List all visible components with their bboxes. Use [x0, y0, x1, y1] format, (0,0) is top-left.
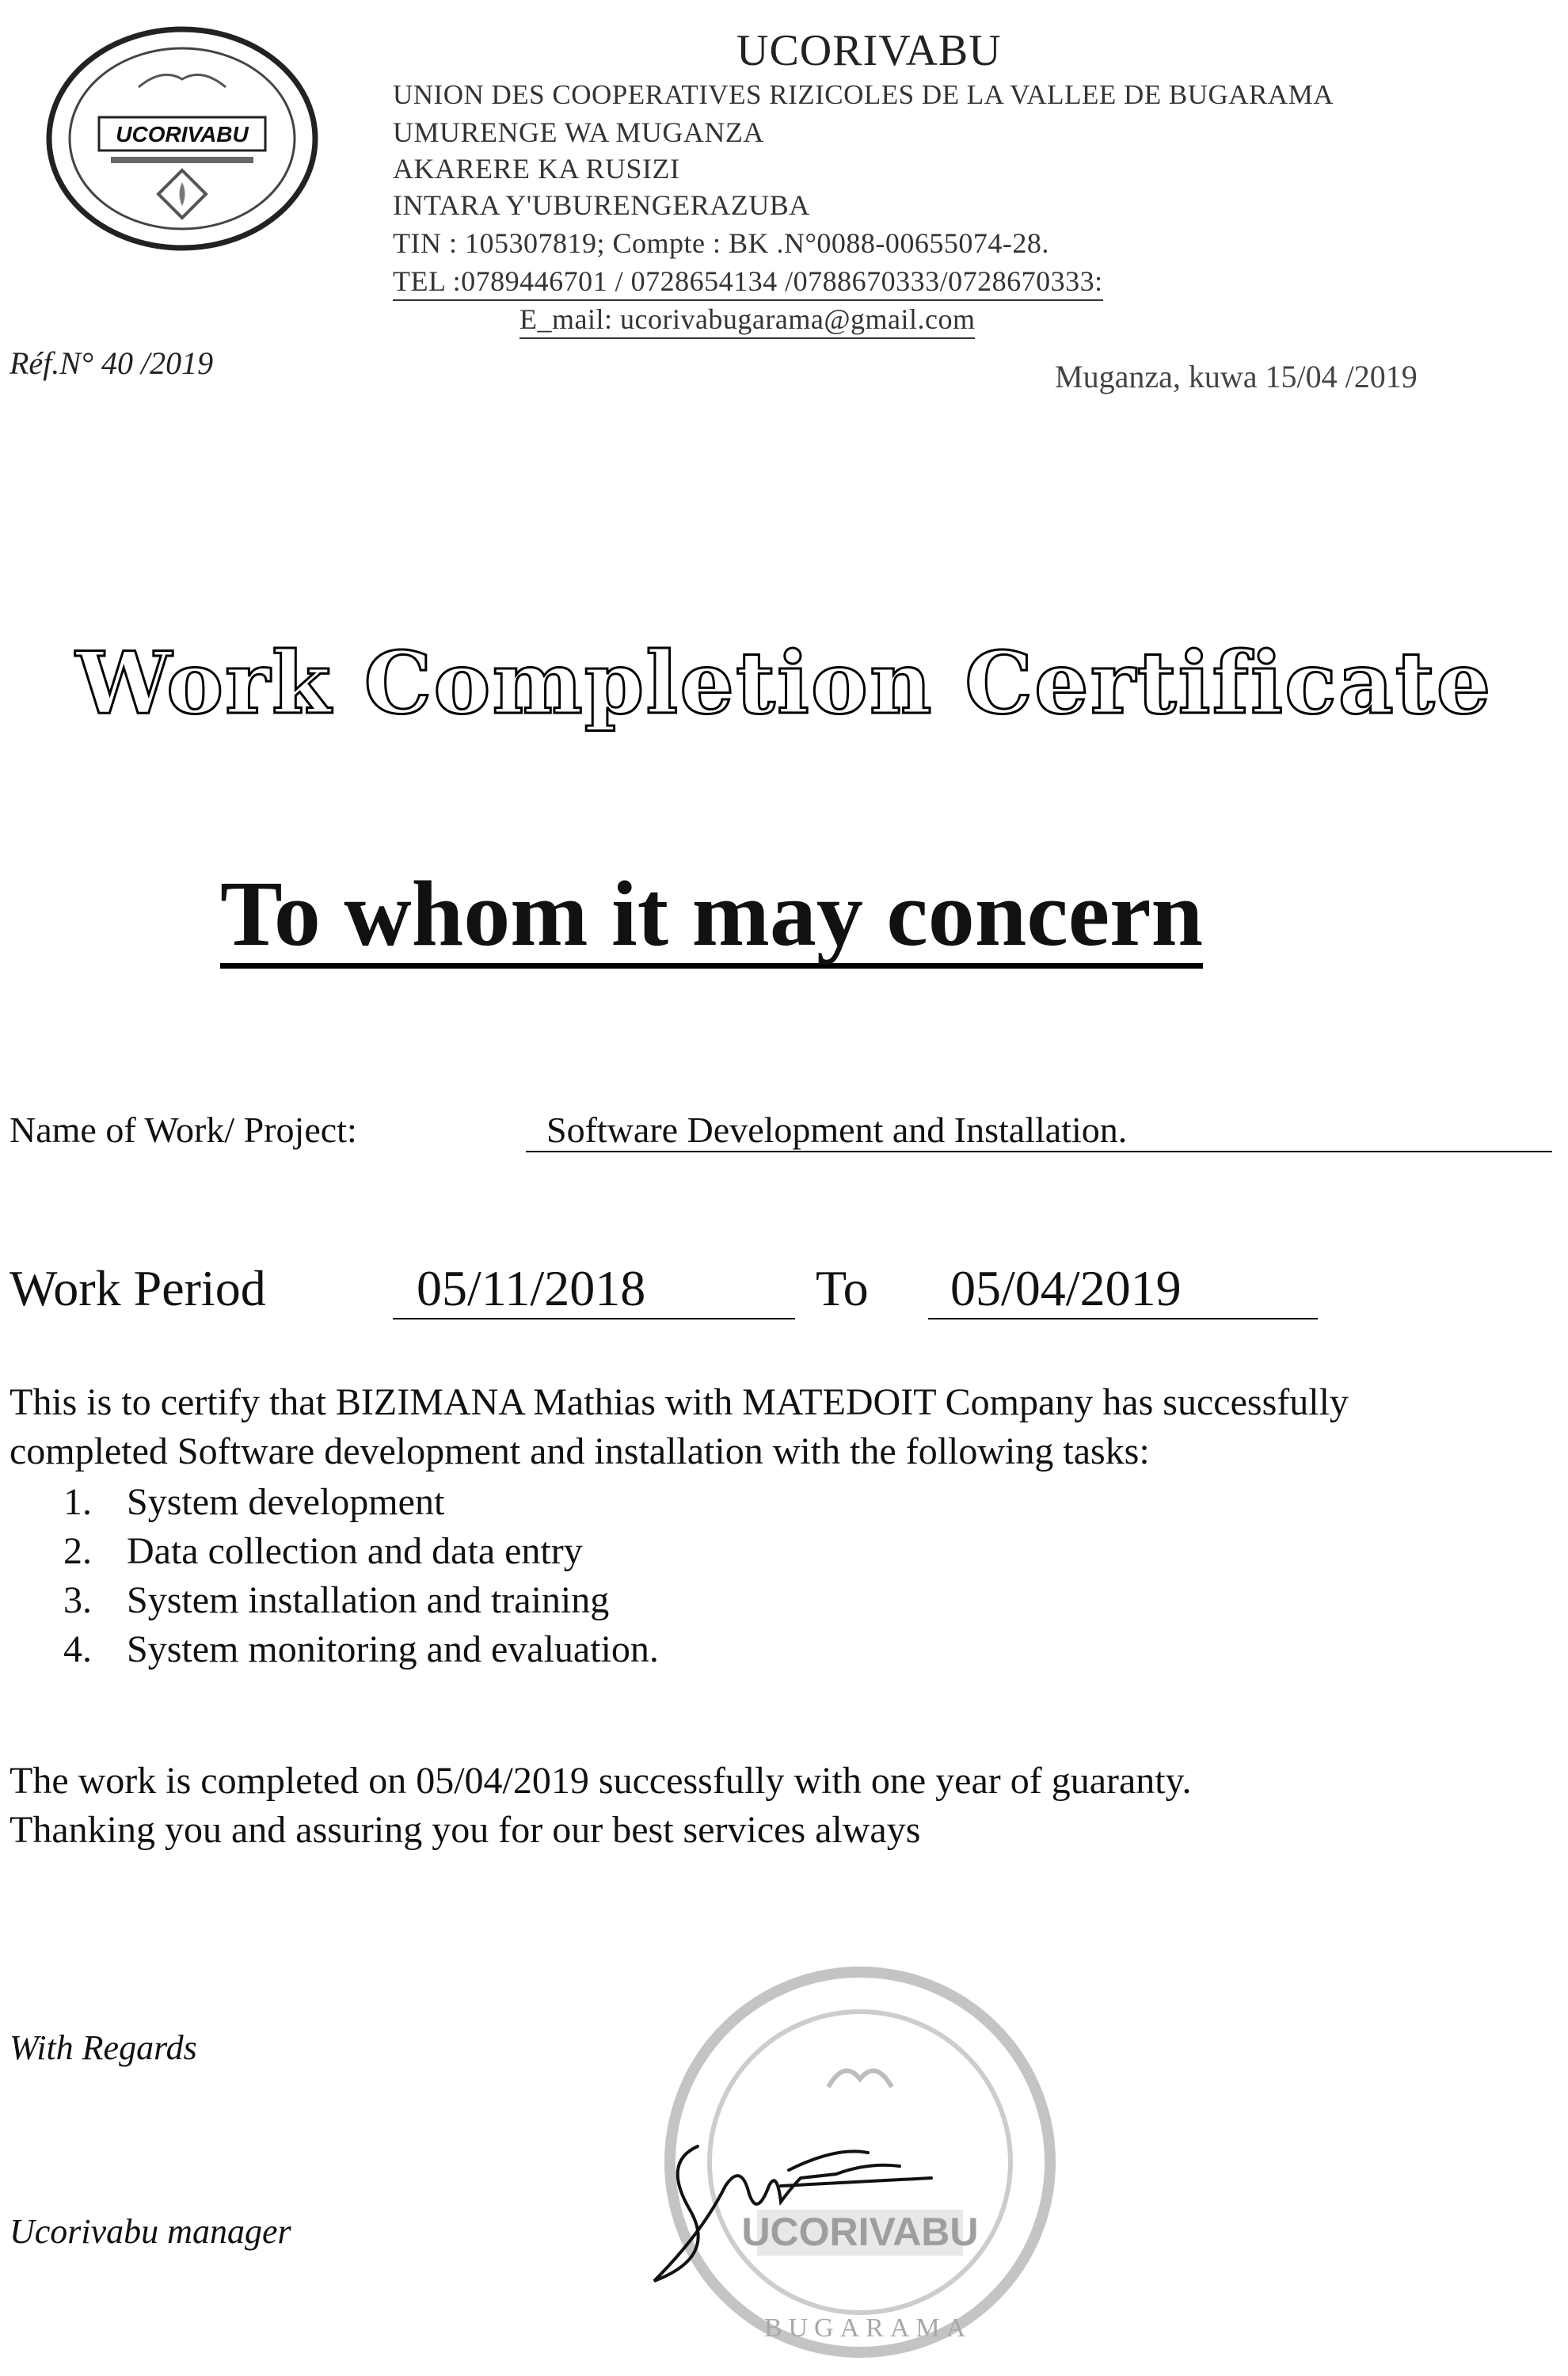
header-line-tin: TIN : 105307819; Compte : BK .N°0088-00655074-28.: [393, 227, 1049, 259]
certification-line: This is to certify that BIZIMANA Mathias with MATEDOIT Company has successfully: [10, 1381, 1349, 1423]
completion-paragraph: [10, 1757, 1192, 1855]
header-line-sector: UMURENGE WA MUGANZA: [393, 116, 764, 148]
task-item: 4. System monitoring and evaluation.: [63, 1628, 659, 1670]
organization-name: UCORIVABU: [736, 26, 1002, 75]
organization-logo-seal: [44, 24, 321, 253]
task-list: [63, 1478, 659, 1674]
closing-regards: With Regards: [10, 2028, 197, 2067]
header-line-phone: TEL :0789446701 / 0728654134 /0788670333/0728670333:: [393, 265, 1103, 301]
work-period-end: 05/04/2019: [928, 1259, 1318, 1319]
project-value: Software Development and Installation.: [526, 1109, 1552, 1152]
work-period-label: Work Period: [10, 1260, 266, 1316]
task-item: 3. System installation and training: [63, 1579, 610, 1621]
stamp-text: UCORIVABU: [741, 2210, 979, 2254]
work-period-to-label: To: [816, 1260, 869, 1316]
signer-title: Ucorivabu manager: [10, 2212, 291, 2251]
project-label: Name of Work/ Project:: [10, 1110, 357, 1150]
task-item: 2. Data collection and data entry: [63, 1530, 583, 1572]
official-stamp: [630, 1948, 1058, 2368]
work-period-start: 05/11/2018: [393, 1259, 795, 1319]
certificate-title: Work Completion Certificate: [75, 634, 1493, 733]
completion-line: Thanking you and assuring you for our best services always: [10, 1809, 921, 1851]
header-line-district: AKARERE KA RUSIZI: [393, 153, 680, 185]
certification-line: completed Software development and installation with the following tasks:: [10, 1430, 1150, 1472]
stamp-bottom-text: BUGARAMA: [763, 2313, 972, 2343]
header-line-email: E_mail: ucorivabugarama@gmail.com: [519, 303, 975, 339]
task-item: 1. System development: [63, 1481, 445, 1523]
certification-paragraph: [10, 1378, 1349, 1476]
place-date: Muganza, kuwa 15/04 /2019: [1055, 359, 1418, 394]
reference-number: Réf.N° 40 /2019: [10, 345, 214, 381]
logo-text: UCORIVABU: [116, 122, 249, 147]
completion-line: The work is completed on 05/04/2019 successfully with one year of guaranty.: [10, 1760, 1192, 1802]
salutation-heading: To whom it may concern: [220, 865, 1203, 969]
header-line-province: INTARA Y'UBURENGERAZUBA: [393, 189, 810, 221]
header-line-union: UNION DES COOPERATIVES RIZICOLES DE LA VALLEE DE BUGARAMA: [393, 79, 1334, 110]
